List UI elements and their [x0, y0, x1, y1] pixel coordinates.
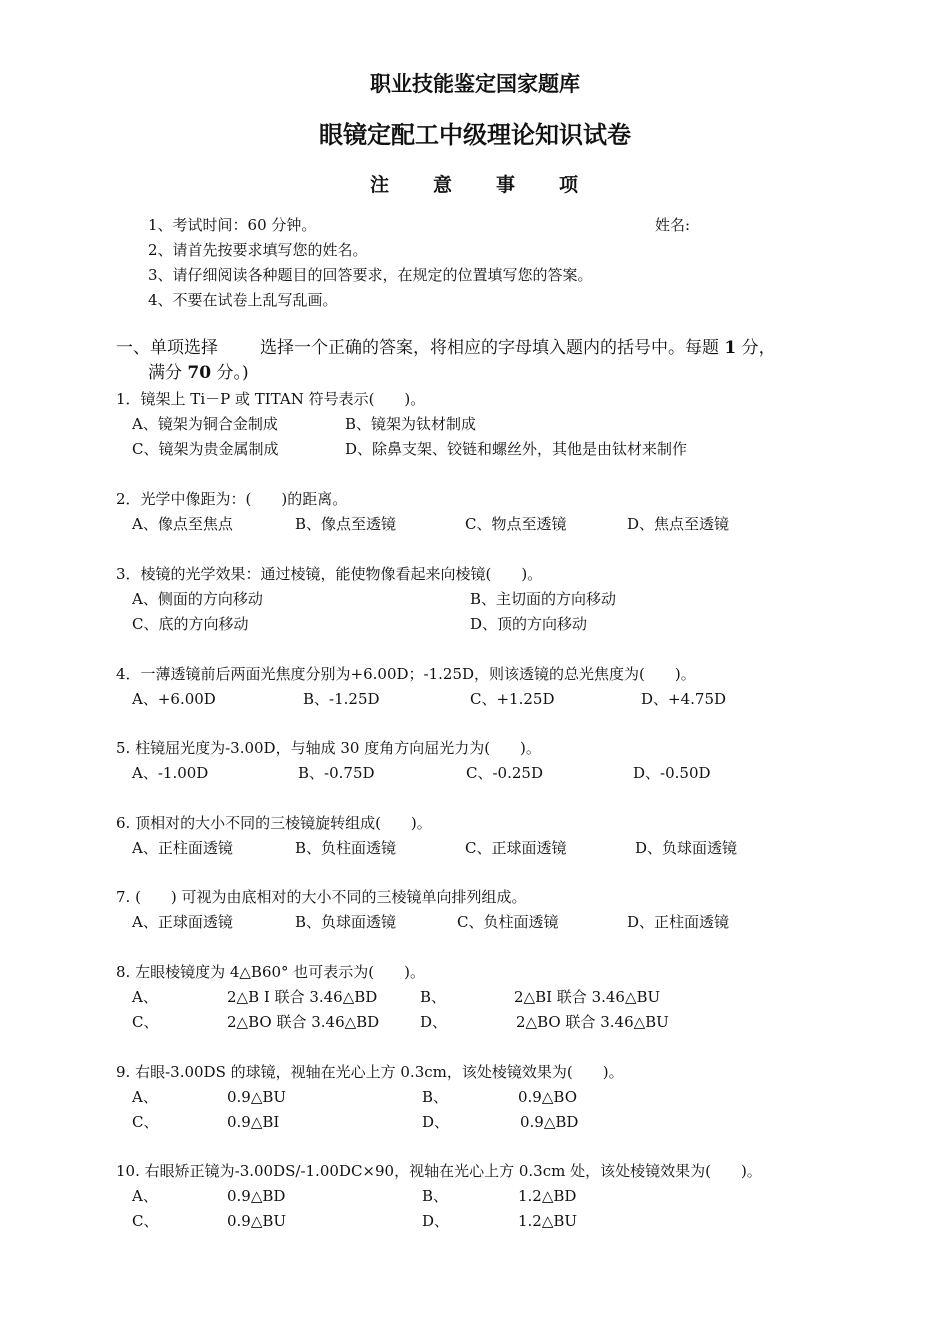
option-b: B、负球面透镜 — [295, 913, 397, 931]
option-d: D、+4.75D — [641, 690, 727, 708]
option-b: B、-1.25D — [303, 690, 380, 708]
option-a-letter: A、 — [132, 1088, 158, 1106]
option-c: C、+1.25D — [470, 690, 555, 708]
exam-bank-title: 职业技能鉴定国家题库 — [370, 72, 580, 96]
section-description: 选择一个正确的答案，将相应的字母填入题内的括号中。每题 1 分， — [260, 338, 776, 358]
option-a: 2△B I 联合 3.46△BD — [227, 988, 378, 1006]
option-c: C、正球面透镜 — [465, 839, 567, 857]
option-c: C、物点至透镜 — [465, 515, 567, 533]
option-d: D、除鼻支架、铰链和螺丝外，其他是由钛材来制作 — [345, 440, 688, 458]
option-c: C、-0.25D — [466, 764, 543, 782]
option-d-letter: D、 — [420, 1013, 448, 1031]
option-d: 0.9△BD — [520, 1113, 579, 1131]
exam-title: 眼镜定配工中级理论知识试卷 — [319, 121, 631, 149]
option-a: A、正柱面透镜 — [132, 839, 233, 857]
option-b: B、负柱面透镜 — [295, 839, 397, 857]
question-stem: 8. 左眼棱镜度为 4△B60° 也可表示为( )。 — [116, 963, 426, 981]
option-a-letter: A、 — [132, 1187, 158, 1205]
option-b: B、-0.75D — [298, 764, 375, 782]
option-b: B、镜架为钛材制成 — [345, 415, 477, 433]
option-d-letter: D、 — [422, 1212, 450, 1230]
question-stem: 3．棱镜的光学效果：通过棱镜，能使物像看起来向棱镜( )。 — [116, 565, 543, 583]
option-a: A、镜架为铜合金制成 — [132, 415, 278, 433]
question-stem: 2．光学中像距为：( )的距离。 — [116, 490, 348, 508]
name-label: 姓名: — [655, 216, 691, 234]
question-stem: 5. 柱镜屈光度为-3.00D，与轴成 30 度角方向屈光力为( )。 — [116, 739, 541, 757]
question-stem: 6. 顶相对的大小不同的三棱镜旋转组成( )。 — [116, 814, 432, 832]
option-d: D、正柱面透镜 — [627, 913, 730, 931]
option-b-letter: B、 — [420, 988, 447, 1006]
option-b-letter: B、 — [422, 1088, 449, 1106]
instruction-1: 1、考试时间：60 分钟。 — [148, 216, 317, 234]
option-d-letter: D、 — [422, 1113, 450, 1131]
option-a-letter: A、 — [132, 988, 158, 1006]
option-c: 2△BO 联合 3.46△BD — [227, 1013, 380, 1031]
option-b: B、像点至透镜 — [295, 515, 397, 533]
option-d: 1.2△BU — [518, 1212, 578, 1230]
instruction-3: 3、请仔细阅读各种题目的回答要求，在规定的位置填写您的答案。 — [148, 266, 593, 284]
question-stem: 9. 右眼-3.00DS 的球镜，视轴在光心上方 0.3cm，该处棱镜效果为( )。 — [116, 1063, 624, 1081]
option-c: C、底的方向移动 — [132, 615, 249, 633]
question-stem: 4．一薄透镜前后两面光焦度分别为+6.00D；-1.25D，则该透镜的总光焦度为( )。 — [116, 665, 696, 683]
option-a: A、侧面的方向移动 — [132, 590, 263, 608]
option-a: A、像点至焦点 — [132, 515, 233, 533]
option-b: 1.2△BD — [518, 1187, 577, 1205]
option-c: 0.9△BU — [227, 1212, 287, 1230]
instruction-4: 4、不要在试卷上乱写乱画。 — [148, 291, 338, 309]
notice-heading: 注 意 事 项 — [369, 174, 580, 196]
option-b-letter: B、 — [422, 1187, 449, 1205]
option-a: A、+6.00D — [132, 690, 216, 708]
option-c-letter: C、 — [132, 1212, 159, 1230]
option-a: 0.9△BD — [227, 1187, 286, 1205]
option-c: C、镜架为贵金属制成 — [132, 440, 279, 458]
question-stem: 10. 右眼矫正镜为-3.00DS/-1.00DC×90，视轴在光心上方 0.3cm 处，该处棱镜效果为( )。 — [116, 1162, 762, 1180]
option-d: D、焦点至透镜 — [627, 515, 730, 533]
option-c-letter: C、 — [132, 1113, 159, 1131]
instruction-2: 2、请首先按要求填写您的姓名。 — [148, 241, 368, 259]
question-stem: 7. ( ) 可视为由底相对的大小不同的三棱镜单向排列组成。 — [116, 888, 527, 906]
option-d: D、顶的方向移动 — [470, 615, 588, 633]
section-total: 满分 70 分。) — [148, 363, 249, 383]
option-c: 0.9△BI — [227, 1113, 280, 1131]
option-b: B、主切面的方向移动 — [470, 590, 617, 608]
option-d: D、-0.50D — [633, 764, 711, 782]
option-a: A、正球面透镜 — [132, 913, 233, 931]
option-a: 0.9△BU — [227, 1088, 287, 1106]
option-d: 2△BO 联合 3.46△BU — [516, 1013, 669, 1031]
option-c-letter: C、 — [132, 1013, 159, 1031]
option-c: C、负柱面透镜 — [457, 913, 559, 931]
section-heading: 一、单项选择 — [116, 338, 218, 358]
question-stem: 1．镜架上 Ti－P 或 TITAN 符号表示( )。 — [116, 390, 426, 408]
option-b: 2△BI 联合 3.46△BU — [514, 988, 661, 1006]
option-a: A、-1.00D — [132, 764, 209, 782]
option-d: D、负球面透镜 — [635, 839, 738, 857]
option-b: 0.9△BO — [518, 1088, 577, 1106]
